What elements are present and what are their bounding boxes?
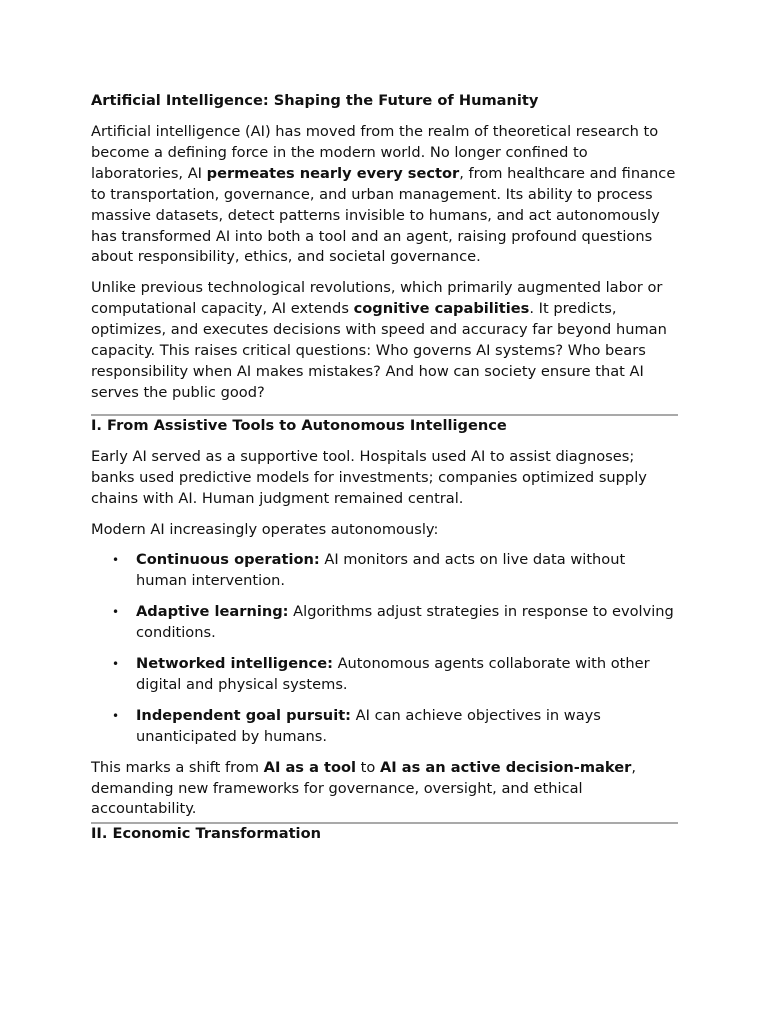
intro-p2-text-a: Unlike previous technological revolutions, which primarily augmented labor or computational capacity, AI extends	[91, 279, 663, 318]
list-item	[91, 706, 678, 748]
shift-bold-2: AI as an active decision-maker	[379, 758, 632, 776]
section-1-paragraph-1: Early AI served as a supportive tool. Hospitals used AI to assist diagnoses; banks used predictive models for investments; companies optimized supply chains with AI. Human judgment remained central.	[91, 447, 647, 507]
list-item-text: AI monitors and acts on live data without human intervention.	[136, 551, 626, 590]
section-1-paragraph-3	[91, 758, 678, 821]
bullet-icon: •	[112, 553, 120, 568]
list-item-term: Networked intelligence:	[136, 655, 333, 673]
list-item	[91, 602, 678, 644]
shift-bold-1: AI as a tool	[263, 758, 357, 776]
list-item-term: Independent goal pursuit:	[136, 706, 352, 724]
list-item-term: Adaptive learning:	[136, 603, 289, 621]
bullet-icon: •	[112, 605, 120, 620]
intro-p1-text-c: , from healthcare and finance to transportation, governance, and urban management. Its ability to process massive datasets, detect patterns invisible to humans, and act autonomously has transformed AI into both a tool and an agent, raising profound questions about responsibility, ethics, and societal governance.	[91, 164, 676, 266]
section-1-paragraph-2: Modern AI increasingly operates autonomously:	[91, 520, 439, 538]
intro-p2-text-c: . It predicts, optimizes, and executes decisions with speed and accuracy far beyond human capacity. This raises critical questions: Who governs AI systems? Who bears responsibility when AI makes mistakes? And how can society ensure that AI serves the public good?	[91, 300, 667, 401]
list-item-text: Autonomous agents collaborate with other digital and physical systems.	[136, 655, 650, 693]
shift-text-a: This marks a shift from	[91, 758, 264, 776]
intro-paragraph-1	[91, 122, 678, 268]
section-1-heading: I. From Assistive Tools to Autonomous Intelligence	[91, 416, 507, 434]
section-2-heading: II. Economic Transformation	[91, 825, 321, 843]
shift-text-c: to	[356, 758, 380, 776]
intro-p1-bold: permeates nearly every sector	[206, 164, 460, 182]
intro-p1-text-a: Artificial intelligence (AI) has moved from the realm of theoretical research to become a defining force in the modern world. No longer confined to laboratories, AI	[91, 123, 659, 182]
capabilities-list	[91, 550, 678, 747]
intro-p2-bold: cognitive capabilities	[353, 300, 530, 318]
bullet-icon: •	[112, 657, 120, 672]
bullet-icon: •	[112, 708, 120, 723]
document-title: Artificial Intelligence: Shaping the Future of Humanity	[91, 92, 539, 109]
list-item-text: AI can achieve objectives in ways unanticipated by humans.	[136, 706, 601, 745]
list-item	[91, 654, 678, 696]
list-item-term: Continuous operation:	[136, 551, 320, 569]
shift-text-e: , demanding new frameworks for governance, oversight, and ethical accountability.	[91, 758, 636, 818]
list-item	[91, 550, 678, 592]
list-item-text: Algorithms adjust strategies in response to evolving conditions.	[136, 603, 674, 642]
intro-paragraph-2	[91, 278, 678, 403]
